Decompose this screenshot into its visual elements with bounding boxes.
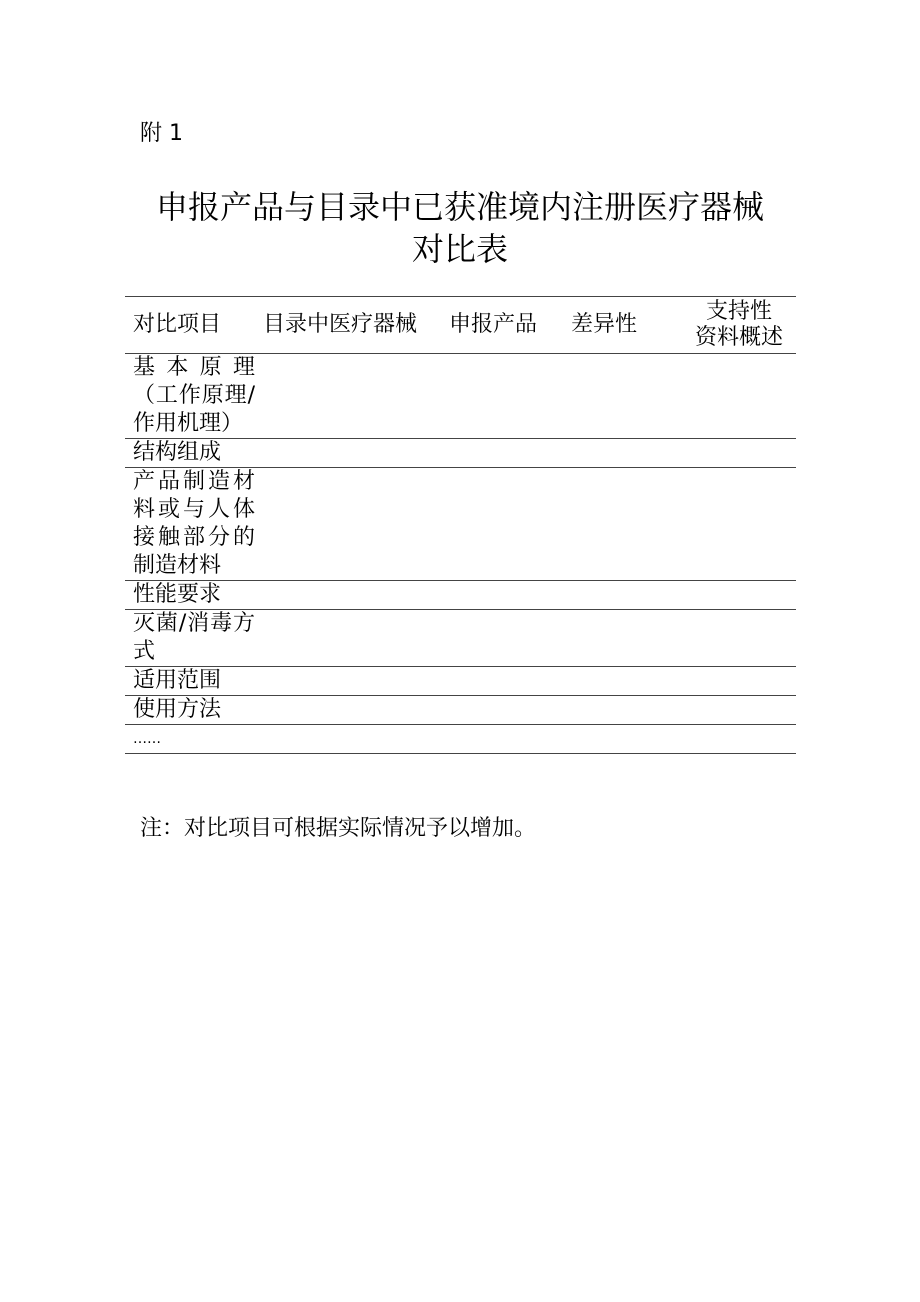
table-row-ellipsis	[125, 725, 796, 754]
table-cell	[441, 696, 563, 725]
comparison-table	[125, 296, 796, 754]
table-cell	[674, 725, 796, 754]
row-item-scope: 适用范围	[125, 667, 255, 696]
header-item: 对比项目	[125, 297, 255, 354]
table-cell	[674, 439, 796, 468]
row-item-usage: 使用方法	[125, 696, 255, 725]
header-catalog-device: 目录中医疗器械	[255, 297, 441, 354]
table-cell	[441, 725, 563, 754]
ellipsis-cell: ……	[125, 725, 255, 754]
table-cell	[441, 667, 563, 696]
table-row	[125, 581, 796, 610]
table-cell	[441, 610, 563, 667]
table-cell	[441, 354, 563, 439]
table-cell	[255, 354, 441, 439]
table-row	[125, 468, 796, 581]
table-header-row	[125, 297, 796, 354]
header-support-line-2: 资料概述	[694, 325, 783, 350]
table-cell	[674, 696, 796, 725]
table-row	[125, 667, 796, 696]
header-difference: 差异性	[563, 297, 674, 354]
table-cell	[563, 610, 674, 667]
table-cell	[674, 581, 796, 610]
table-cell	[255, 468, 441, 581]
row-item-principle: 基本原理（工作原理/作用机理）	[125, 354, 255, 439]
row-item-materials: 产品制造材料或与人体接触部分的制造材料	[125, 468, 255, 581]
table-cell	[563, 468, 674, 581]
header-support-line-1: 支持性	[705, 299, 772, 324]
table-cell	[441, 468, 563, 581]
table-cell	[563, 667, 674, 696]
table-cell	[441, 439, 563, 468]
table-row	[125, 439, 796, 468]
row-item-structure: 结构组成	[125, 439, 255, 468]
table-cell	[563, 439, 674, 468]
row-item-sterilization: 灭菌/消毒方式	[125, 610, 255, 667]
table-cell	[255, 610, 441, 667]
table-cell	[563, 354, 674, 439]
table-cell	[674, 354, 796, 439]
header-declared-product: 申报产品	[441, 297, 563, 354]
table-cell	[255, 667, 441, 696]
table-cell	[441, 581, 563, 610]
header-support-summary	[674, 297, 796, 354]
row-item-performance: 性能要求	[125, 581, 255, 610]
document-title	[124, 186, 796, 270]
table-note: 注：对比项目可根据实际情况予以增加。	[140, 816, 537, 841]
table-cell	[255, 439, 441, 468]
table-row	[125, 354, 796, 439]
table-cell	[674, 468, 796, 581]
table-cell	[563, 696, 674, 725]
table-row	[125, 610, 796, 667]
table-row	[125, 696, 796, 725]
table-cell	[255, 725, 441, 754]
title-line-1: 申报产品与目录中已获准境内注册医疗器械	[155, 188, 764, 226]
title-line-2: 对比表	[411, 230, 508, 268]
table-cell	[674, 667, 796, 696]
table-cell	[255, 581, 441, 610]
table-cell	[674, 610, 796, 667]
table-cell	[563, 725, 674, 754]
table-cell	[255, 696, 441, 725]
attachment-label: 附 1	[140, 121, 183, 146]
table-cell	[563, 581, 674, 610]
